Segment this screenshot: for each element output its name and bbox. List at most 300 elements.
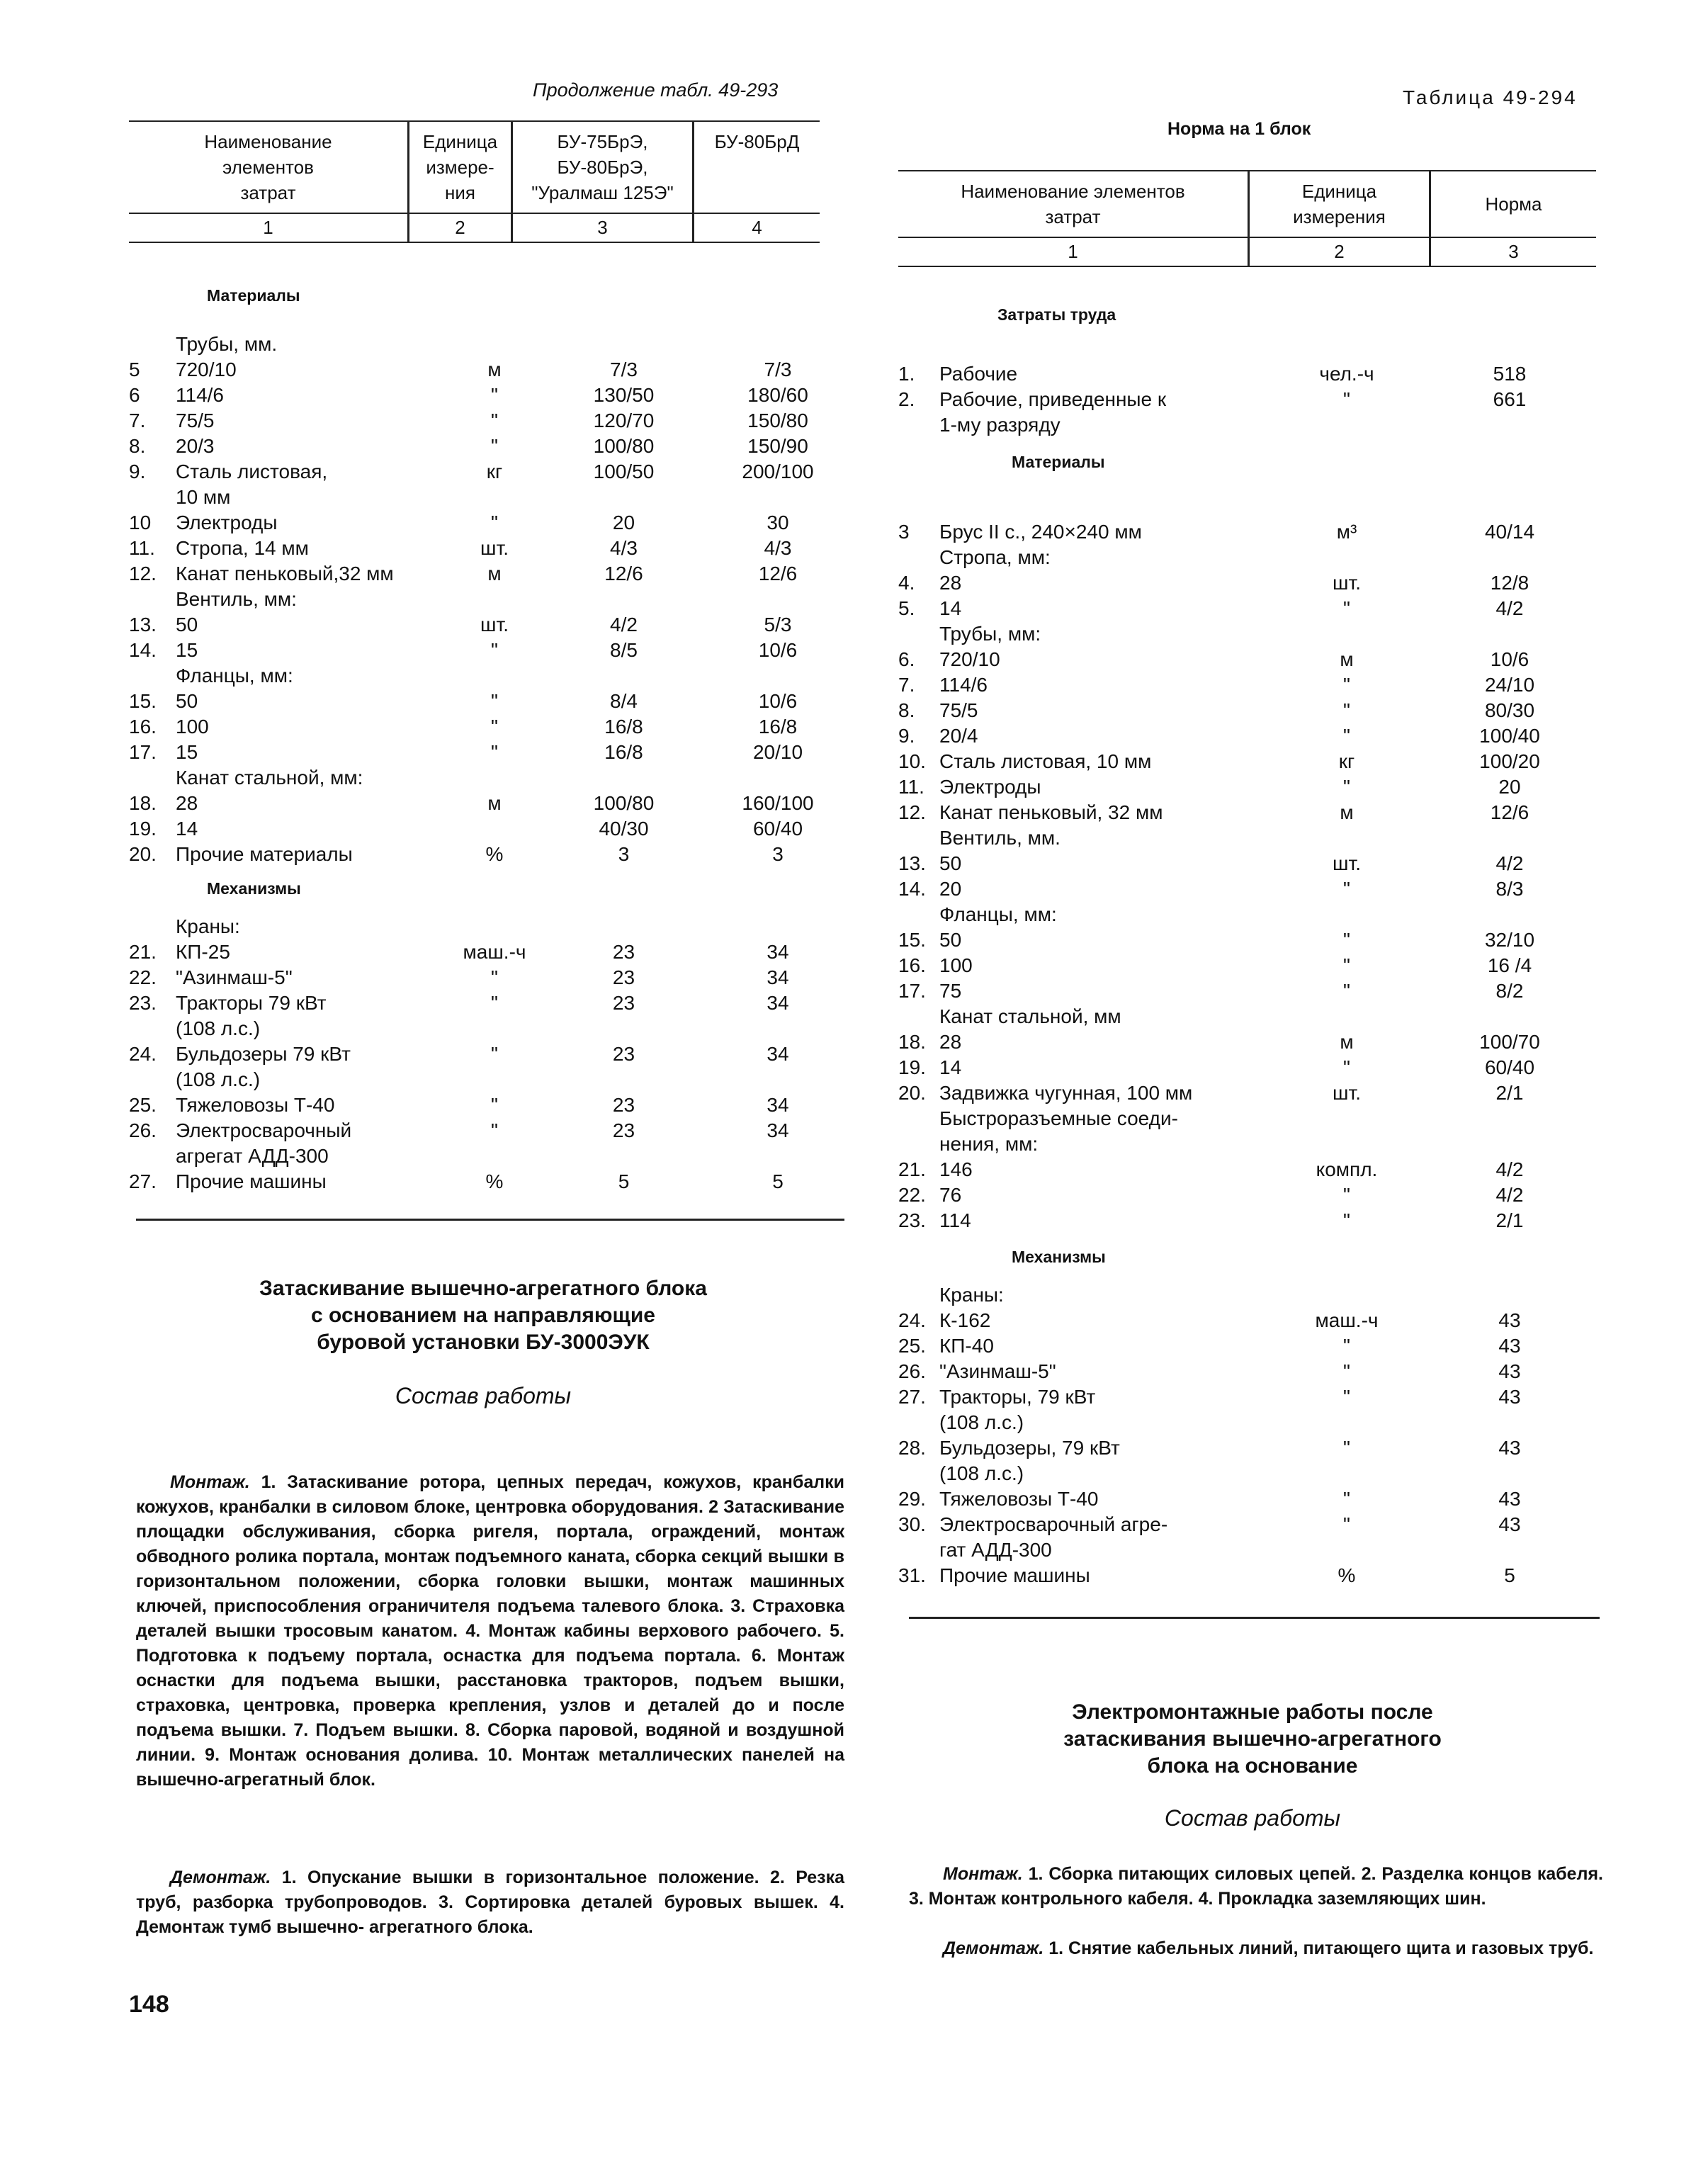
row-name: К-162 bbox=[939, 1309, 991, 1331]
row-value-bu80brd bbox=[718, 765, 838, 791]
table-row bbox=[129, 714, 837, 740]
row-name: 100 bbox=[176, 716, 209, 738]
row-unit: " bbox=[491, 639, 498, 661]
row-name: 28 bbox=[939, 572, 962, 594]
row-number bbox=[129, 1067, 170, 1092]
row-name: Быстроразъемные соеди- bbox=[939, 1107, 1178, 1129]
row-unit: " bbox=[491, 1043, 498, 1065]
row-value-bu80brd: 7/3 bbox=[764, 358, 792, 380]
row-number bbox=[129, 332, 170, 357]
row-number: 17. bbox=[129, 741, 157, 763]
row-name: Канат пеньковый, 32 мм bbox=[939, 801, 1163, 823]
row-unit: % bbox=[485, 1170, 504, 1192]
table-row bbox=[898, 672, 1600, 698]
mount-paragraph: Монтаж. 1. Затаскивание ротора, цепных передач, кожухов, кранбалки кожухов, кранбалки в силовом блоке, центровка оборудования. 2 Затаскивание площадки обслуживания, сборка ригеля, портала, ограждений, монтаж обводного ролика портала, монтаж подъемного каната, сборка секций вышки в горизонтальном положении, сборка головки вышки, монтаж машинных ключей, приспособления ограничителя подъема талевого блока. 3. Страховка деталей вышки тросовым канатом. 4. Монтаж кабины верхового рабочего. 5. Подготовка к подъему портала, оснастка для подъема портала. 6. Монтаж оснастки для подъема вышки, расстановка тракторов, подъем вышки, страховка, центровка, проверка крепления, узлов и деталей до и после подъема вышки. 7. Подъем вышки. 8. Сборка паровой, водяной и воздушной линии. 9. Монтаж основания долива. 10. Монтаж металлических панелей на вышечно-агрегатный блок. bbox=[136, 1472, 844, 1790]
row-unit bbox=[459, 1067, 530, 1092]
row-name: 50 bbox=[939, 929, 962, 951]
row-value-bu75: 130/50 bbox=[593, 384, 655, 406]
row-name: Фланцы, мм: bbox=[939, 903, 1057, 925]
row-number: 12. bbox=[898, 801, 926, 823]
row-name: Электроды bbox=[176, 512, 278, 533]
row-value-norm bbox=[1414, 1131, 1605, 1157]
section-materials: Материалы bbox=[1012, 453, 1105, 471]
section-mechanisms: Механизмы bbox=[207, 879, 301, 898]
row-value-bu75: 5 bbox=[618, 1170, 630, 1192]
table-row bbox=[898, 621, 1600, 647]
row-value-bu75: 12/6 bbox=[604, 563, 643, 584]
table-row bbox=[898, 800, 1600, 825]
row-value-bu75: 100/50 bbox=[593, 461, 655, 482]
row-value-norm: 100/70 bbox=[1479, 1031, 1540, 1053]
row-value-bu75: 100/80 bbox=[593, 792, 655, 814]
row-value-norm: 40/14 bbox=[1484, 521, 1535, 543]
row-number: 11. bbox=[129, 537, 155, 559]
row-name: 20 bbox=[939, 878, 962, 900]
row-value-bu80brd: 160/100 bbox=[742, 792, 814, 814]
row-unit: шт. bbox=[1333, 852, 1361, 874]
section-title: Затаскивание вышечно-агрегатного блока с основанием на направляющие буровой установки БУ-3000ЭУК bbox=[259, 1277, 707, 1354]
row-unit: " bbox=[491, 410, 498, 431]
row-name: 10 мм bbox=[176, 486, 231, 508]
row-value-bu80brd: 5/3 bbox=[764, 614, 792, 636]
row-unit: " bbox=[1343, 954, 1350, 976]
row-unit: " bbox=[1343, 1056, 1350, 1078]
row-unit: " bbox=[1343, 597, 1350, 619]
section-title: Электромонтажные работы после затаскивания вышечно-агрегатного блока на основание bbox=[1063, 1700, 1442, 1778]
row-unit bbox=[459, 663, 530, 689]
row-value-norm: 43 bbox=[1498, 1437, 1521, 1459]
row-value-norm: 5 bbox=[1504, 1564, 1515, 1586]
row-name: Сталь листовая, bbox=[176, 461, 328, 482]
row-unit: кг bbox=[486, 461, 503, 482]
row-number bbox=[898, 1106, 935, 1131]
row-unit: " bbox=[1343, 1184, 1350, 1206]
row-unit bbox=[459, 485, 530, 510]
table-row bbox=[898, 1333, 1600, 1359]
table-row bbox=[898, 749, 1600, 774]
table-row bbox=[129, 791, 837, 816]
row-unit: м bbox=[1340, 1031, 1354, 1053]
row-value-norm: 43 bbox=[1498, 1309, 1521, 1331]
row-value-bu80brd: 180/60 bbox=[747, 384, 808, 406]
table-row bbox=[129, 816, 837, 842]
row-value-bu80brd: 150/80 bbox=[747, 410, 808, 431]
row-name: 15 bbox=[176, 741, 198, 763]
row-number bbox=[898, 1461, 935, 1486]
table-row bbox=[129, 990, 837, 1016]
row-name: Электросварочный bbox=[176, 1119, 352, 1141]
row-value-bu75 bbox=[530, 587, 718, 612]
row-number: 14. bbox=[898, 878, 926, 900]
row-unit: " bbox=[1343, 776, 1350, 798]
row-number: 16. bbox=[129, 716, 157, 738]
row-name: 76 bbox=[939, 1184, 962, 1206]
table-row bbox=[898, 1131, 1600, 1157]
table-row bbox=[898, 1410, 1600, 1435]
row-value-bu75: 23 bbox=[612, 1094, 635, 1116]
row-value-norm bbox=[1414, 1282, 1605, 1308]
row-unit bbox=[459, 765, 530, 791]
row-name: Краны: bbox=[939, 1284, 1004, 1306]
row-unit: " bbox=[1343, 980, 1350, 1002]
row-name: Канат стальной, мм: bbox=[176, 767, 363, 789]
row-value-bu80brd: 150/90 bbox=[747, 435, 808, 457]
row-number: 26. bbox=[129, 1119, 157, 1141]
row-value-bu75 bbox=[530, 332, 718, 357]
row-number bbox=[898, 621, 935, 647]
row-name: (108 л.с.) bbox=[176, 1068, 261, 1090]
row-name: (108 л.с.) bbox=[176, 1017, 261, 1039]
table-row bbox=[129, 740, 837, 765]
row-unit: " bbox=[491, 512, 498, 533]
table-row bbox=[898, 1004, 1600, 1029]
table-row bbox=[898, 387, 1600, 412]
page-number: 148 bbox=[129, 1991, 169, 2018]
row-value-norm: 4/2 bbox=[1495, 1184, 1524, 1206]
row-name: 75/5 bbox=[176, 410, 215, 431]
row-name: 720/10 bbox=[939, 648, 1000, 670]
row-number: 8. bbox=[129, 435, 146, 457]
row-unit bbox=[1279, 412, 1414, 438]
row-name: Рабочие bbox=[939, 363, 1018, 385]
row-unit: м bbox=[487, 563, 502, 584]
row-value-bu75: 20 bbox=[612, 512, 635, 533]
row-value-bu75: 120/70 bbox=[593, 410, 655, 431]
table-row bbox=[898, 1308, 1600, 1333]
row-name: 146 bbox=[939, 1158, 973, 1180]
table-row bbox=[129, 434, 837, 459]
table-row bbox=[898, 1055, 1600, 1080]
right-labor-rows bbox=[898, 361, 1600, 438]
row-value-norm: 8/3 bbox=[1495, 878, 1524, 900]
row-name: 14 bbox=[939, 1056, 962, 1078]
row-value-norm bbox=[1414, 1461, 1605, 1486]
row-value-bu80brd: 34 bbox=[767, 1094, 789, 1116]
table-row bbox=[898, 412, 1600, 438]
row-value-bu75 bbox=[530, 485, 718, 510]
row-value-bu75 bbox=[530, 1143, 718, 1169]
row-name: 50 bbox=[939, 852, 962, 874]
row-number: 7. bbox=[129, 410, 146, 431]
row-name: "Азинмаш-5" bbox=[176, 966, 293, 988]
row-unit bbox=[459, 816, 530, 842]
row-name: (108 л.с.) bbox=[939, 1411, 1024, 1433]
row-value-bu75: 3 bbox=[618, 843, 630, 865]
row-unit: чел.-ч bbox=[1319, 363, 1374, 385]
row-value-bu80brd: 34 bbox=[767, 1119, 789, 1141]
row-number: 27. bbox=[129, 1170, 157, 1192]
dismount-paragraph: Демонтаж. 1. Опускание вышки в горизонтальное положение. 2. Резка труб, разборка трубопроводов. 3. Сортировка деталей буровых вышек. 4. Демонтаж тумб вышечно- агрегатного блока. bbox=[136, 1868, 844, 1937]
row-unit: " bbox=[1343, 388, 1350, 410]
table-row bbox=[129, 612, 837, 638]
row-name: Краны: bbox=[176, 915, 240, 937]
row-value-norm: 8/2 bbox=[1495, 980, 1524, 1002]
divider bbox=[909, 1617, 1600, 1619]
row-number: 18. bbox=[898, 1031, 926, 1053]
row-name: Брус II с., 240×240 мм bbox=[939, 521, 1142, 543]
row-value-bu80brd: 60/40 bbox=[752, 818, 803, 840]
mount-paragraph: Монтаж. 1. Сборка питающих силовых цепей. 2. Разделка концов кабеля. 3. Монтаж контрольного кабеля. 4. Прокладка заземляющих шин. bbox=[909, 1864, 1603, 1909]
table-row bbox=[129, 638, 837, 663]
row-value-norm bbox=[1414, 1106, 1605, 1131]
row-unit bbox=[1279, 902, 1414, 927]
header-cell-bu75: БУ-75БрЭ, БУ-80БрЭ, "Уралмаш 125Э" bbox=[512, 121, 694, 213]
row-unit: % bbox=[1337, 1564, 1356, 1586]
row-number bbox=[129, 765, 170, 791]
col-number: 3 bbox=[512, 213, 694, 242]
table-row bbox=[898, 851, 1600, 876]
table-row bbox=[898, 1384, 1600, 1410]
table-row bbox=[129, 1067, 837, 1092]
table-row bbox=[129, 965, 837, 990]
row-value-norm bbox=[1414, 902, 1605, 927]
col-number: 2 bbox=[409, 213, 512, 242]
table-row bbox=[129, 383, 837, 408]
row-unit: шт. bbox=[480, 537, 509, 559]
row-number: 24. bbox=[898, 1309, 926, 1331]
row-value-norm: 60/40 bbox=[1484, 1056, 1535, 1078]
row-name: 28 bbox=[939, 1031, 962, 1053]
row-number bbox=[898, 1410, 935, 1435]
row-number: 20. bbox=[129, 843, 157, 865]
row-value-bu75: 16/8 bbox=[604, 741, 643, 763]
table-row bbox=[898, 1157, 1600, 1182]
table-row bbox=[898, 361, 1600, 387]
table-row bbox=[129, 1016, 837, 1041]
row-unit: шт. bbox=[1333, 572, 1361, 594]
row-name: Канат пеньковый,32 мм bbox=[176, 563, 394, 584]
row-unit bbox=[459, 332, 530, 357]
row-value-bu80brd: 10/6 bbox=[758, 639, 798, 661]
row-number bbox=[898, 412, 935, 438]
row-value-norm: 80/30 bbox=[1484, 699, 1535, 721]
header-cell-norm: Норма bbox=[1430, 171, 1597, 237]
row-number: 17. bbox=[898, 980, 926, 1002]
table-row bbox=[129, 1169, 837, 1195]
right-mechanisms-rows bbox=[898, 1282, 1600, 1588]
row-value-bu80brd: 16/8 bbox=[758, 716, 798, 738]
row-value-bu75: 23 bbox=[612, 941, 635, 963]
row-unit: " bbox=[1343, 1335, 1350, 1357]
row-name: Прочие машины bbox=[176, 1170, 327, 1192]
row-number bbox=[129, 914, 170, 939]
row-number: 20. bbox=[898, 1082, 926, 1104]
row-name: 114 bbox=[939, 1209, 971, 1231]
row-number: 31. bbox=[898, 1564, 926, 1586]
row-unit: " bbox=[1343, 1209, 1350, 1231]
table-row bbox=[129, 1118, 837, 1143]
row-value-norm bbox=[1414, 412, 1605, 438]
table-row bbox=[129, 1143, 837, 1169]
row-name: Задвижка чугунная, 100 мм bbox=[939, 1082, 1193, 1104]
table-row bbox=[898, 953, 1600, 978]
row-value-norm: 43 bbox=[1498, 1386, 1521, 1408]
row-value-bu75: 23 bbox=[612, 1119, 635, 1141]
row-number bbox=[129, 485, 170, 510]
row-value-norm: 4/2 bbox=[1495, 852, 1524, 874]
row-value-bu80brd: 34 bbox=[767, 1043, 789, 1065]
row-unit: " bbox=[491, 992, 498, 1014]
row-value-norm: 4/2 bbox=[1495, 1158, 1524, 1180]
row-number bbox=[898, 825, 935, 851]
row-name: КП-40 bbox=[939, 1335, 994, 1357]
row-unit: " bbox=[1343, 725, 1350, 747]
table-row bbox=[898, 1461, 1600, 1486]
row-unit: " bbox=[491, 1094, 498, 1116]
row-name: 75 bbox=[939, 980, 962, 1002]
row-unit bbox=[1279, 1410, 1414, 1435]
header-cell-unit: Единица измере- ния bbox=[409, 121, 512, 213]
row-value-norm: 100/20 bbox=[1479, 750, 1540, 772]
row-number: 2. bbox=[898, 388, 915, 410]
col-number: 2 bbox=[1249, 237, 1430, 266]
row-value-bu80brd bbox=[718, 485, 838, 510]
row-name: (108 л.с.) bbox=[939, 1462, 1024, 1484]
row-name: Канат стальной, мм bbox=[939, 1005, 1121, 1027]
row-name: Тракторы, 79 кВт bbox=[939, 1386, 1096, 1408]
row-name: Трубы, мм: bbox=[939, 623, 1041, 645]
table-row bbox=[898, 1359, 1600, 1384]
row-unit: шт. bbox=[1333, 1082, 1361, 1104]
row-unit: " bbox=[1343, 1386, 1350, 1408]
row-number: 25. bbox=[129, 1094, 157, 1116]
row-value-norm: 24/10 bbox=[1484, 674, 1535, 696]
row-value-bu75 bbox=[530, 1016, 718, 1041]
row-number bbox=[898, 1004, 935, 1029]
row-name: 14 bbox=[939, 597, 962, 619]
row-unit: " bbox=[1343, 1488, 1350, 1510]
row-number: 10. bbox=[898, 750, 926, 772]
row-unit: " bbox=[1343, 929, 1350, 951]
row-name: Тяжеловозы Т-40 bbox=[176, 1094, 335, 1116]
section-mechanisms: Механизмы bbox=[1012, 1248, 1106, 1266]
row-number bbox=[129, 663, 170, 689]
row-unit bbox=[1279, 1537, 1414, 1563]
col-number: 1 bbox=[129, 213, 409, 242]
row-number: 12. bbox=[129, 563, 157, 584]
row-name: Фланцы, мм: bbox=[176, 665, 293, 687]
table-row bbox=[898, 1080, 1600, 1106]
row-number: 9. bbox=[898, 725, 915, 747]
row-name: 1-му разряду bbox=[939, 414, 1061, 436]
row-value-bu80brd bbox=[718, 1143, 838, 1169]
right-materials-rows bbox=[898, 519, 1600, 1233]
row-value-bu80brd: 34 bbox=[767, 941, 789, 963]
header-cell-name: Наименование элементов затрат bbox=[898, 171, 1249, 237]
row-value-norm: 10/6 bbox=[1490, 648, 1529, 670]
row-name: 100 bbox=[939, 954, 973, 976]
row-number: 16. bbox=[898, 954, 926, 976]
row-unit: " bbox=[491, 966, 498, 988]
header-cell-name: Наименование элементов затрат bbox=[129, 121, 409, 213]
row-value-bu80brd bbox=[718, 1067, 838, 1092]
table-row bbox=[129, 939, 837, 965]
table-row bbox=[129, 765, 837, 791]
row-unit: " bbox=[491, 741, 498, 763]
row-name: Рабочие, приведенные к bbox=[939, 388, 1167, 410]
table-row bbox=[129, 842, 837, 867]
row-value-bu80brd bbox=[718, 914, 838, 939]
header-cell-unit: Единица измерения bbox=[1249, 171, 1430, 237]
row-number: 1. bbox=[898, 363, 915, 385]
row-unit bbox=[1279, 1106, 1414, 1131]
row-value-norm: 518 bbox=[1493, 363, 1527, 385]
row-unit: " bbox=[1343, 878, 1350, 900]
row-unit: кг bbox=[1338, 750, 1355, 772]
row-name: 20/4 bbox=[939, 725, 978, 747]
row-number: 3 bbox=[898, 521, 910, 543]
row-value-bu75: 8/5 bbox=[610, 639, 638, 661]
row-unit: шт. bbox=[480, 614, 509, 636]
table-row bbox=[898, 1182, 1600, 1208]
row-name: Электроды bbox=[939, 776, 1041, 798]
row-name: 14 bbox=[176, 818, 198, 840]
table-row bbox=[898, 978, 1600, 1004]
row-unit: " bbox=[1343, 699, 1350, 721]
row-value-norm: 100/40 bbox=[1479, 725, 1540, 747]
row-unit: м bbox=[1340, 648, 1354, 670]
row-name: 50 bbox=[176, 690, 198, 712]
row-value-norm bbox=[1414, 1537, 1605, 1563]
row-number bbox=[898, 1537, 935, 1563]
row-number: 22. bbox=[898, 1184, 926, 1206]
table-row bbox=[129, 459, 837, 485]
row-value-norm: 16 /4 bbox=[1487, 954, 1532, 976]
row-value-bu80brd: 10/6 bbox=[758, 690, 798, 712]
row-unit bbox=[1279, 1282, 1414, 1308]
row-value-norm: 43 bbox=[1498, 1335, 1521, 1357]
table-caption: Таблица 49-294 bbox=[1403, 86, 1578, 108]
table-row bbox=[129, 485, 837, 510]
row-name: Тракторы 79 кВт bbox=[176, 992, 327, 1014]
row-number: 13. bbox=[898, 852, 926, 874]
row-name: гат АДД-300 bbox=[939, 1539, 1052, 1561]
row-value-bu75 bbox=[530, 914, 718, 939]
row-name: Сталь листовая, 10 мм bbox=[939, 750, 1152, 772]
table-row bbox=[129, 914, 837, 939]
table-row bbox=[898, 545, 1600, 570]
col-number: 4 bbox=[694, 213, 820, 242]
row-value-norm bbox=[1414, 621, 1605, 647]
row-unit bbox=[1279, 545, 1414, 570]
table-row bbox=[898, 902, 1600, 927]
row-number bbox=[129, 1143, 170, 1169]
row-number: 30. bbox=[898, 1513, 926, 1535]
row-value-bu75: 100/80 bbox=[593, 435, 655, 457]
work-title: Состав работы bbox=[1164, 1805, 1341, 1831]
table-row bbox=[129, 587, 837, 612]
divider bbox=[136, 1219, 844, 1221]
row-value-bu80brd bbox=[718, 587, 838, 612]
row-value-bu80brd: 4/3 bbox=[764, 537, 792, 559]
row-unit bbox=[1279, 1004, 1414, 1029]
row-value-norm: 20 bbox=[1498, 776, 1521, 798]
row-name: 720/10 bbox=[176, 358, 237, 380]
table-row bbox=[898, 1029, 1600, 1055]
row-unit: " bbox=[1343, 1360, 1350, 1382]
right-table-header bbox=[898, 170, 1596, 267]
row-number: 6 bbox=[129, 384, 140, 406]
row-unit bbox=[1279, 621, 1414, 647]
row-value-bu80brd: 20/10 bbox=[752, 741, 803, 763]
norm-caption: Норма на 1 блок bbox=[1167, 119, 1311, 139]
table-row bbox=[129, 1041, 837, 1067]
row-name: Вентиль, мм. bbox=[939, 827, 1061, 849]
row-name: 20/3 bbox=[176, 435, 215, 457]
row-value-bu80brd: 200/100 bbox=[742, 461, 814, 482]
table-row bbox=[898, 876, 1600, 902]
row-value-norm: 43 bbox=[1498, 1488, 1521, 1510]
